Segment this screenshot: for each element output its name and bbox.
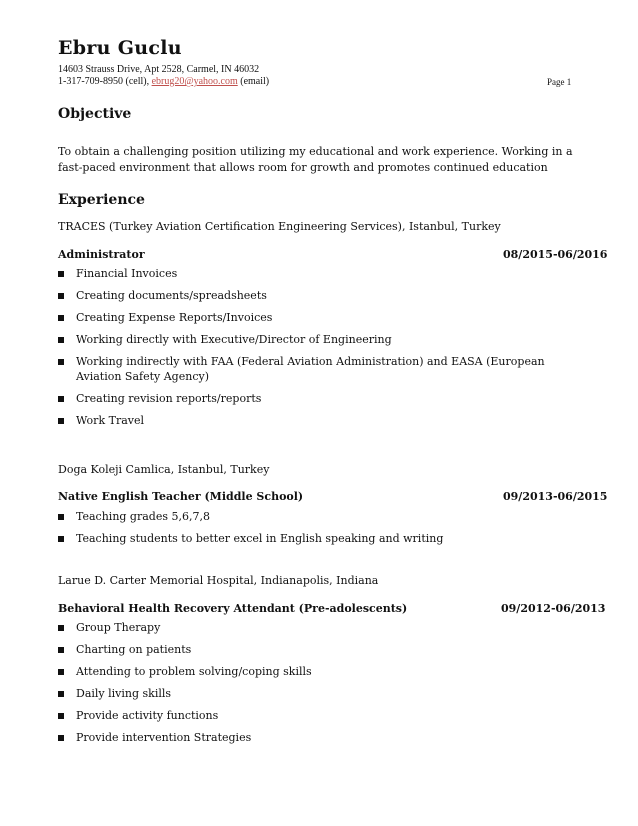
list-item: Financial Invoices xyxy=(58,266,588,281)
square-bullet-icon xyxy=(58,691,64,697)
job-dates: 09/2012-06/2013 xyxy=(501,602,606,615)
list-item: Working directly with Executive/Director of Engineering xyxy=(58,332,588,347)
square-bullet-icon xyxy=(58,359,64,365)
square-bullet-icon xyxy=(58,536,64,542)
square-bullet-icon xyxy=(58,735,64,741)
square-bullet-icon xyxy=(58,396,64,402)
square-bullet-icon xyxy=(58,647,64,653)
job-title: Behavioral Health Recovery Attendant (Pre-adolescents) xyxy=(58,602,408,615)
list-item: Creating documents/spreadsheets xyxy=(58,288,588,303)
list-item: Creating revision reports/reports xyxy=(58,391,588,406)
email-link[interactable]: ebrug20@yahoo.com xyxy=(151,76,238,87)
square-bullet-icon xyxy=(58,315,64,321)
job-employer: Larue D. Carter Memorial Hospital, Indianapolis, Indiana xyxy=(58,574,379,587)
page-number: Page 1 xyxy=(547,77,572,87)
experience-heading: Experience xyxy=(58,192,145,208)
objective-text: To obtain a challenging position utilizing my educational and work experience. Working in a fast-paced environment that allows room for growth and promotes continued education xyxy=(58,145,573,174)
list-item: Creating Expense Reports/Invoices xyxy=(58,310,588,325)
list-item: Provide intervention Strategies xyxy=(58,730,588,745)
job-employer: TRACES (Turkey Aviation Certification Engineering Services), Istanbul, Turkey xyxy=(58,220,501,233)
list-item: Provide activity functions xyxy=(58,708,588,723)
duty-list xyxy=(58,266,588,435)
job-dates: 09/2013-06/2015 xyxy=(503,490,608,503)
job-title: Native English Teacher (Middle School) xyxy=(58,490,304,503)
list-item: Group Therapy xyxy=(58,620,588,635)
objective-heading: Objective xyxy=(58,106,132,122)
square-bullet-icon xyxy=(58,625,64,631)
square-bullet-icon xyxy=(58,418,64,424)
address-line: 14603 Strauss Drive, Apt 2528, Carmel, IN 46032 xyxy=(58,64,260,75)
duty-list xyxy=(58,620,588,752)
list-item: Teaching students to better excel in English speaking and writing xyxy=(58,531,588,546)
list-item: Daily living skills xyxy=(58,686,588,701)
list-item: Work Travel xyxy=(58,413,588,428)
job-title: Administrator xyxy=(58,248,145,261)
square-bullet-icon xyxy=(58,514,64,520)
job-employer: Doga Koleji Camlica, Istanbul, Turkey xyxy=(58,463,270,476)
email-label: (email) xyxy=(240,76,270,87)
list-item: Charting on patients xyxy=(58,642,588,657)
square-bullet-icon xyxy=(58,337,64,343)
square-bullet-icon xyxy=(58,293,64,299)
list-item: Working indirectly with FAA (Federal Aviation Administration) and EASA (European Aviation Safety Agency) xyxy=(58,354,588,384)
duty-list xyxy=(58,509,588,553)
square-bullet-icon xyxy=(58,713,64,719)
phone-number: 1-317-709-8950 (cell), xyxy=(58,76,150,87)
square-bullet-icon xyxy=(58,669,64,675)
applicant-name: Ebru Guclu xyxy=(58,37,182,59)
list-item: Teaching grades 5,6,7,8 xyxy=(58,509,588,524)
job-dates: 08/2015-06/2016 xyxy=(503,248,608,261)
contact-line xyxy=(58,76,269,87)
list-item: Attending to problem solving/coping skills xyxy=(58,664,588,679)
square-bullet-icon xyxy=(58,271,64,277)
